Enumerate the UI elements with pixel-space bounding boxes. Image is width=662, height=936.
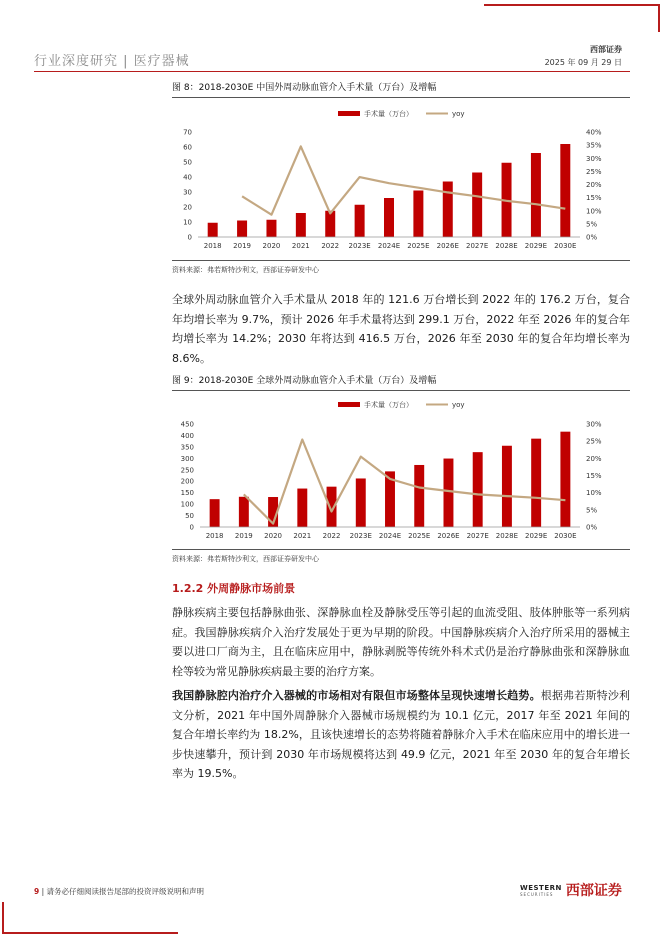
y-left-tick-label: 200 xyxy=(180,477,194,486)
x-tick-label: 2020 xyxy=(262,242,281,250)
paragraph-venous-disease: 静脉疾病主要包括静脉曲张、深静脉血栓及静脉受压等引起的血流受阻、肢体肿胀等一系列病症。我国静脉疾病介入治疗发展处于更为早期的阶段。中国静脉疾病介入治疗所采用的器械主要以进口厂商为主，且在临床应用中，静脉剥脱等传统外科术式仍是治疗静脉曲张和深静脉血栓等较为常见静脉疾病最主要的治疗方案。 xyxy=(172,606,630,678)
header-category: 行业深度研究 | 医疗器械 xyxy=(34,54,190,69)
y-left-tick-label: 300 xyxy=(180,454,194,463)
y-right-tick-label: 0% xyxy=(586,233,598,242)
y-left-tick-label: 40 xyxy=(183,173,192,182)
section-heading: 1.2.2 外周静脉市场前景 xyxy=(172,582,296,595)
y-left-tick-label: 50 xyxy=(183,158,192,167)
chart-legend xyxy=(338,400,465,409)
y-left-tick-label: 150 xyxy=(180,489,194,498)
company-logo xyxy=(520,880,622,900)
y-right-tick-label: 20% xyxy=(586,181,602,189)
y-right-tick-label: 35% xyxy=(586,141,602,150)
footer-text: | 请务必仔细阅读报告尾部的投资评级说明和声明 xyxy=(39,887,205,896)
x-tick-label: 2020 xyxy=(264,532,282,540)
paragraph-global-volume: 全球外周动脉血管介入手术量从 2018 年的 121.6 万台增长到 2022 年的 176.2 万台，复合年均增长率为 9.7%，预计 2026 年手术量将达到 299.1 万台，2022 年至 2026 年的复合年均增长率为 14.2%；2030 年将达到 416.5 万台，2026 年至 2030 年的复合年均增长率为 8.6%。 xyxy=(172,293,630,365)
figure-8-source: 资料来源：弗若斯特沙利文，西部证券研发中心 xyxy=(172,266,319,274)
x-tick-label: 2022 xyxy=(322,532,341,540)
bar-2023E xyxy=(356,478,366,527)
bar-2021 xyxy=(296,213,306,237)
bar-2030E xyxy=(560,144,570,237)
legend-swatch-bars xyxy=(338,111,360,116)
bar-2019 xyxy=(237,221,247,238)
x-tick-label: 2026E xyxy=(437,532,460,540)
y-left-tick-label: 400 xyxy=(180,431,194,440)
y-left-tick-label: 20 xyxy=(183,203,192,212)
y-right-tick-label: 15% xyxy=(586,472,602,480)
y-right-tick-label: 15% xyxy=(586,194,602,203)
bar-2025E xyxy=(413,191,423,238)
yoy-line xyxy=(244,440,566,524)
y-left-tick-label: 100 xyxy=(180,500,194,509)
x-tick-label: 2028E xyxy=(495,242,518,250)
bar-2029E xyxy=(531,439,541,527)
x-tick-label: 2029E xyxy=(525,532,548,540)
x-tick-label: 2028E xyxy=(495,532,519,540)
header-company: 西部证券 xyxy=(590,45,622,54)
bar-2026E xyxy=(443,182,453,238)
bar-2026E xyxy=(443,459,453,527)
y-left-tick-label: 30 xyxy=(183,188,192,197)
page-number: 9 xyxy=(34,887,40,896)
y-left-tick-label: 50 xyxy=(185,512,194,521)
figure-9-chart xyxy=(172,395,630,547)
paragraph-lead-sentence: 我国静脉腔内治疗介入器械的市场相对有限但市场整体呈现快速增长趋势。 xyxy=(172,689,541,702)
x-tick-label: 2018 xyxy=(205,532,224,540)
x-tick-label: 2025E xyxy=(408,532,431,540)
bar-2027E xyxy=(472,173,482,238)
figure-9-title: 图 9：2018-2030E 全球外周动脉血管介入手术量（万台）及增幅 xyxy=(172,376,437,386)
y-left-tick-label: 60 xyxy=(183,143,192,152)
y-right-tick-label: 30% xyxy=(586,420,602,429)
logo-chinese: 西部证券 xyxy=(565,883,622,899)
y-right-tick-label: 10% xyxy=(586,207,602,216)
bar-2018 xyxy=(208,223,218,237)
bar-2025E xyxy=(414,465,424,527)
bar-2022 xyxy=(325,211,335,237)
y-right-tick-label: 5% xyxy=(586,506,598,515)
y-right-tick-label: 40% xyxy=(586,128,602,137)
y-left-tick-label: 70 xyxy=(183,128,192,137)
y-left-tick-label: 250 xyxy=(180,466,194,475)
x-tick-label: 2030E xyxy=(554,242,577,250)
logo-english-sub: SECURITIES xyxy=(520,891,554,897)
y-right-tick-label: 30% xyxy=(586,154,602,163)
bar-2021 xyxy=(297,489,307,527)
x-tick-label: 2027E xyxy=(466,532,489,540)
bar-2030E xyxy=(560,432,570,527)
x-tick-label: 2026E xyxy=(436,242,459,250)
yoy-line xyxy=(242,146,565,214)
legend-label-bars: 手术量（万台） xyxy=(364,110,413,118)
y-left-tick-label: 0 xyxy=(189,523,194,532)
x-tick-label: 2019 xyxy=(233,242,251,250)
y-right-tick-label: 0% xyxy=(586,523,598,532)
bar-2027E xyxy=(473,452,483,527)
paragraph-body: 根据弗若斯特沙利文分析，2021 年中国外周静脉介入器械市场规模约为 10.1 亿元，2017 年至 2021 年间的复合年增长率约为 18.2%，且该快速增长的态势将随着静脉介入手术在临床应用中的增长进一步快速攀升，预计到 2030 年市场规模将达到 49.9 亿元，2021 年至 2030 年的复合年增长率为 19.5%。 xyxy=(172,689,631,780)
figure-8-title: 图 8：2018-2030E 中国外周动脉血管介入手术量（万台）及增幅 xyxy=(172,83,437,93)
x-tick-label: 2029E xyxy=(524,242,548,250)
header-date: 2025 年 09 月 29 日 xyxy=(544,58,622,67)
corner-frame-bottom-left xyxy=(2,902,178,934)
legend-label-bars: 手术量（万台） xyxy=(364,401,413,409)
x-tick-label: 2024E xyxy=(378,532,402,540)
bar-2018 xyxy=(210,499,220,527)
x-tick-label: 2030E xyxy=(554,532,577,540)
x-tick-label: 2023E xyxy=(348,242,371,250)
y-right-tick-label: 5% xyxy=(586,220,598,229)
bar-2028E xyxy=(502,446,512,527)
footer-disclaimer xyxy=(34,886,204,897)
x-tick-label: 2023E xyxy=(349,532,372,540)
figure-8-top-rule xyxy=(172,97,630,98)
y-left-tick-label: 0 xyxy=(187,233,192,242)
logo-english: WESTERN xyxy=(520,883,562,892)
bar-2024E xyxy=(384,198,394,237)
x-tick-label: 2018 xyxy=(203,242,222,250)
y-left-tick-label: 10 xyxy=(183,218,192,227)
figure-8-chart xyxy=(172,102,630,258)
x-tick-label: 2019 xyxy=(234,532,253,540)
x-tick-label: 2024E xyxy=(377,242,401,250)
legend-swatch-bars xyxy=(338,402,360,407)
bar-2020 xyxy=(266,220,276,237)
x-tick-label: 2022 xyxy=(321,242,340,250)
paragraph-venous-market xyxy=(172,686,630,784)
y-right-tick-label: 10% xyxy=(586,489,602,498)
y-right-tick-label: 25% xyxy=(586,437,602,446)
bar-2019 xyxy=(239,497,249,527)
y-left-tick-label: 450 xyxy=(180,420,194,429)
x-tick-label: 2027E xyxy=(466,242,489,250)
y-left-tick-label: 350 xyxy=(180,443,194,452)
legend-label-line: yoy xyxy=(452,110,465,118)
figure-9-top-rule xyxy=(172,390,630,391)
y-right-tick-label: 25% xyxy=(586,167,602,176)
x-tick-label: 2021 xyxy=(293,532,312,540)
corner-frame-top-right xyxy=(484,4,660,32)
header-rule xyxy=(34,71,630,72)
legend-label-line: yoy xyxy=(452,401,465,409)
figure-8-bottom-rule xyxy=(172,260,630,261)
x-tick-label: 2021 xyxy=(291,242,310,250)
bar-2029E xyxy=(531,153,541,237)
figure-9-bottom-rule xyxy=(172,549,630,550)
x-tick-label: 2025E xyxy=(407,242,430,250)
figure-9-source: 资料来源：弗若斯特沙利文，西部证券研发中心 xyxy=(172,555,319,563)
y-right-tick-label: 20% xyxy=(586,454,602,463)
bar-2023E xyxy=(355,205,365,237)
chart-legend xyxy=(338,109,465,118)
